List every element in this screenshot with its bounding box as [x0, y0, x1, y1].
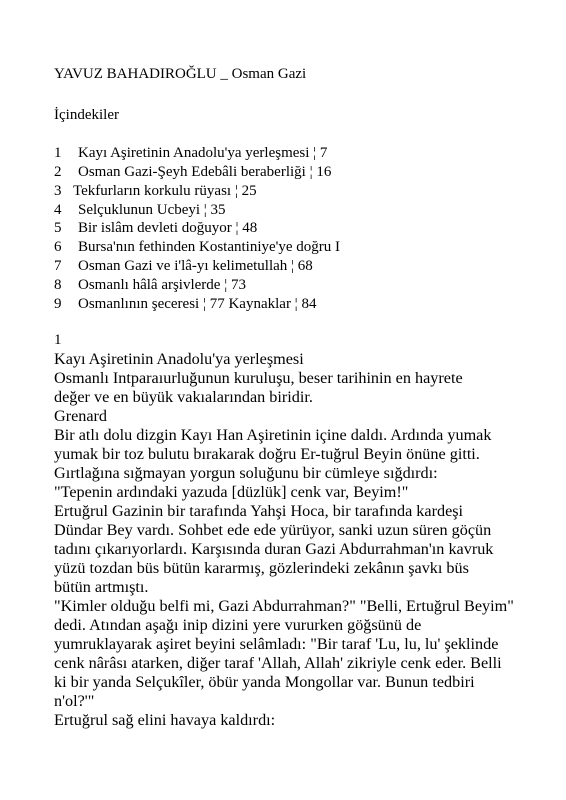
text-line: tadını çıkarıyorlardı. Karşısında duran Gazi Abdurrahman'ın kavruk [54, 540, 494, 558]
text-line: Ertuğrul sağ elini havaya kaldırdı: [54, 711, 276, 729]
toc-item: 5 Bir islâm devleti doğuyor ¦ 48 [54, 220, 258, 236]
document-header: YAVUZ BAHADIROĞLU _ Osman Gazi [54, 66, 307, 82]
toc-item: 3 Tekfurların korkulu rüyası ¦ 25 [54, 183, 257, 199]
text-line: Bir atlı dolu dizgin Kayı Han Aşiretinin içine daldı. Ardında yumak [54, 426, 492, 444]
toc-item: 7 Osman Gazi ve i'lâ-yı kelimetullah ¦ 68 [54, 258, 313, 274]
toc-item: 9 Osmanlının şeceresi ¦ 77 Kaynaklar ¦ 84 [54, 296, 317, 312]
chapter-number: 1 [54, 332, 62, 348]
text-line: dedi. Atından aşağı inip dizini yere vururken göğsünü de [54, 616, 422, 634]
text-line: "Kimler olduğu belfi mi, Gazi Abdurrahman?" "Belli, Ertuğrul Beyim" [54, 597, 514, 615]
text-line: Dündar Bey vardı. Sohbet ede ede yürüyor, sanki uzun süren göçün [54, 521, 492, 539]
text-line: yüzü tozdan büs bütün kararmış, gözlerindeki zekânın şavkı büs [54, 559, 469, 577]
text-line: Osmanlı Intparaıurluğunun kuruluşu, beser tarihinin en hayrete [54, 369, 463, 387]
text-line: Ertuğrul Gazinin bir tarafında Yahşi Hoca, bir tarafında kardeşi [54, 502, 464, 520]
text-line: Gırtlağına sığmayan yorgun soluğunu bir cümleye sığdırdı: [54, 464, 438, 482]
text-line: "Tepenin ardındaki yazuda [düzlük] cenk var, Beyim!" [54, 483, 409, 501]
text-line: Grenard [54, 407, 108, 425]
toc-item: 1 Kayı Aşiretinin Anadolu'ya yerleşmesi ¦ 7 [54, 145, 328, 161]
text-line: ki bir yanda Selçukîler, öbür yanda Mongollar var. Bunun tedbiri [54, 673, 475, 691]
text-line: yumruklayarak aşiret beyini selâmladı: "Bir taraf 'Lu, lu, lu' şeklinde [54, 635, 499, 653]
toc-item: 6 Bursa'nın fethinden Kostantiniye'ye doğru I [54, 239, 341, 255]
text-line: değer ve en büyük vakıalarından biridir. [54, 388, 313, 406]
text-line: cenk nârâsı atarken, diğer taraf 'Allah, Allah' zikriyle cenk eder. Belli [54, 654, 502, 672]
chapter-title: Kayı Aşiretinin Anadolu'ya yerleşmesi [54, 350, 304, 368]
text-line: yumak bir toz bulutu bırakarak doğru Er-tuğrul Beyin önüne gitti. [54, 445, 480, 463]
toc-item: 4 Selçuklunun Ucbeyi ¦ 35 [54, 202, 226, 218]
toc-item: 8 Osmanlı hâlâ arşivlerde ¦ 73 [54, 277, 246, 293]
text-line: n'ol?'" [54, 692, 95, 710]
toc-heading: İçindekiler [54, 107, 119, 123]
text-line: bütün artmıştı. [54, 578, 149, 596]
toc-item: 2 Osman Gazi-Şeyh Edebâli beraberliği ¦ 16 [54, 164, 332, 180]
